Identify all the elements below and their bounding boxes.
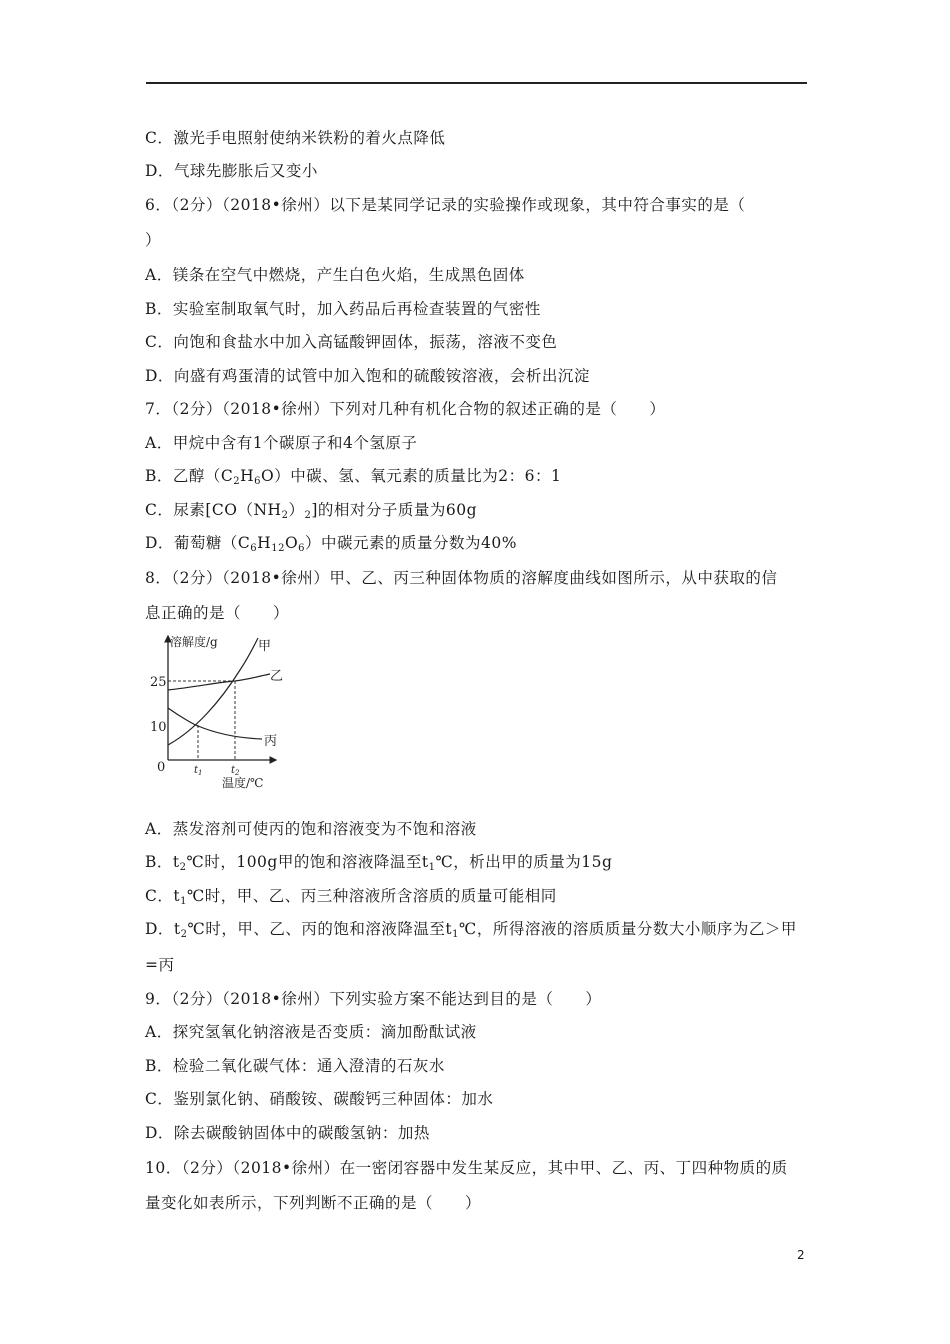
q8-option-c: C．$t_1℃$时，甲、乙、丙三种溶液所含溶质的质量可能相同: [145, 887, 557, 907]
x-axis-label: 温度/℃: [222, 776, 264, 790]
page-number: 2: [797, 1248, 805, 1262]
q8-stem-cont: 息正确的是（ ）: [145, 604, 290, 622]
q6-option-b: B．实验室制取氧气时，加入药品后再检查装置的气密性: [145, 300, 541, 318]
y-tick-25: 25: [150, 675, 167, 690]
q7-stem: 7．（2分）（2018•徐州）下列对几种有机化合物的叙述正确的是（ ）: [145, 400, 666, 418]
q8-option-d-cont: =丙: [145, 956, 175, 974]
q9-option-c: C．鉴别氯化钠、硝酸铵、碳酸钙三种固体：加水: [145, 1090, 494, 1108]
q9-stem: 9．（2分）（2018•徐州）下列实验方案不能达到目的是（ ）: [145, 990, 602, 1008]
y-axis-label: 溶解度/g: [170, 635, 218, 649]
q7-option-a: A．甲烷中含有1个碳原子和4个氢原子: [145, 434, 418, 452]
x-tick-t2: $t_2$: [231, 765, 240, 777]
q6-stem-cont: ）: [145, 231, 162, 249]
x-tick-t1: $t_1$: [194, 765, 203, 777]
solubility-curve-figure: [140, 630, 300, 795]
q8-option-d: D．$t_2℃$时，甲、乙、丙的饱和溶液降温至$t_1℃$，所得溶液的溶质质量分数大小顺序为乙＞甲: [145, 920, 797, 940]
q7-option-c: C．尿素$[CO(NH_2)_2]$的相对分子质量为60g: [145, 501, 478, 521]
q6-option-a: A．镁条在空气中燃烧，产生白色火焰，生成黑色固体: [145, 266, 525, 284]
q5-option-c: C．激光手电照射使纳米铁粉的着火点降低: [145, 129, 446, 147]
q6-option-d: D．向盛有鸡蛋清的试管中加入饱和的硫酸铵溶液，会析出沉淀: [145, 367, 590, 385]
label-bing: 丙: [264, 734, 278, 749]
q8-stem: 8．（2分）（2018•徐州）甲、乙、丙三种固体物质的溶解度曲线如图所示，从中获取的信: [145, 569, 778, 587]
header-rule: [146, 82, 807, 84]
curve-bing: [168, 708, 262, 739]
q8-option-a: A．蒸发溶剂可使丙的饱和溶液变为不饱和溶液: [145, 820, 477, 838]
label-jia: 甲: [258, 639, 272, 654]
y-tick-10: 10: [150, 720, 167, 735]
curve-jia: [168, 638, 258, 745]
q10-stem: 10．（2分）（2018•徐州）在一密闭容器中发生某反应，其中甲、乙、丙、丁四种物质的质: [145, 1159, 788, 1177]
q6-stem: 6．（2分）（2018•徐州）以下是某同学记录的实验操作或现象，其中符合事实的是（: [145, 196, 746, 214]
q6-option-c: C．向饱和食盐水中加入高锰酸钾固体，振荡，溶液不变色: [145, 333, 558, 351]
y-tick-0: 0: [157, 760, 166, 775]
q8-option-b: B．$t_2℃$时，100g甲的饱和溶液降温至$t_1℃$，析出甲的质量为15g: [145, 853, 613, 873]
q9-option-d: D．除去碳酸钠固体中的碳酸氢钠：加热: [145, 1124, 430, 1142]
label-yi: 乙: [270, 669, 284, 684]
q5-option-d: D．气球先膨胀后又变小: [145, 162, 318, 180]
q9-option-b: B．检验二氧化碳气体：通入澄清的石灰水: [145, 1057, 445, 1075]
q10-stem-cont: 量变化如表所示，下列判断不正确的是（ ）: [145, 1194, 482, 1212]
q7-option-d: D．葡萄糖$(C_6H_{12}O_6)$中碳元素的质量分数为40%: [145, 534, 517, 554]
q9-option-a: A．探究氢氧化钠溶液是否变质：滴加酚酞试液: [145, 1023, 477, 1041]
q7-option-b: B．乙醇$(C_2H_6O)$中碳、氢、氧元素的质量比为2：6：1: [145, 467, 562, 487]
curve-yi: [168, 674, 270, 690]
